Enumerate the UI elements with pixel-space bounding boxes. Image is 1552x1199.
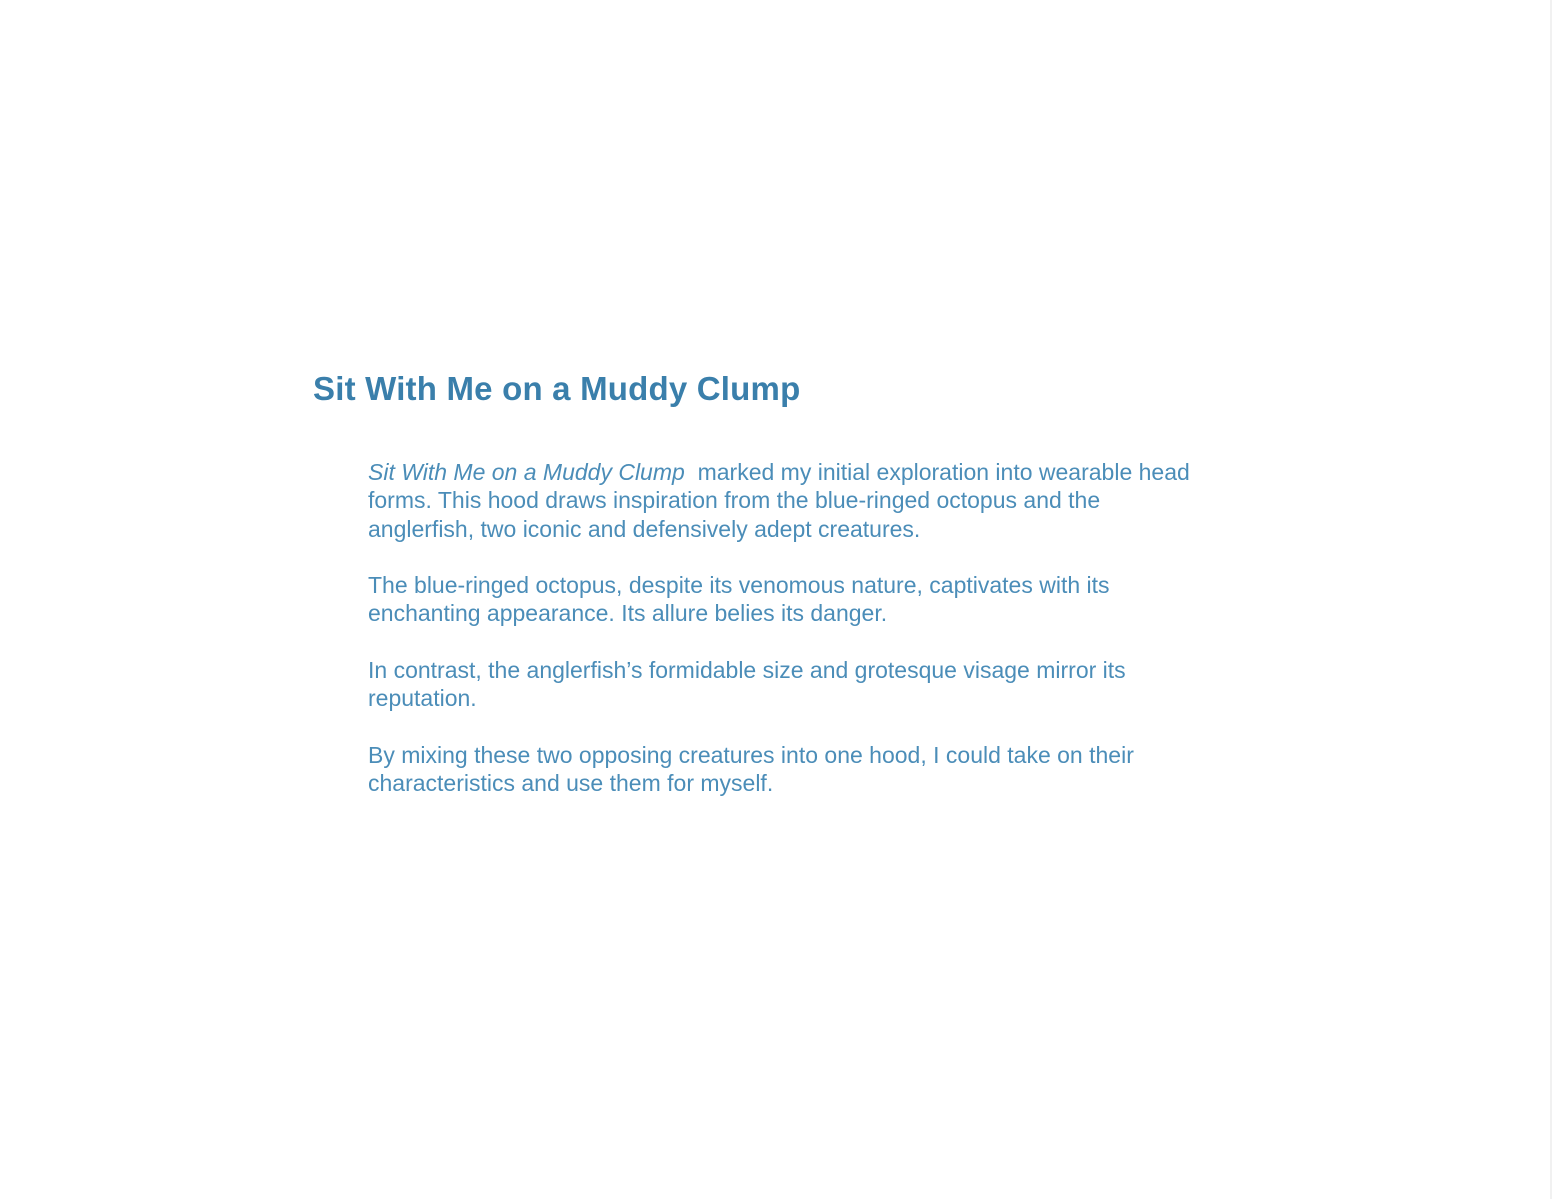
paragraph-octopus: The blue-ringed octopus, despite its venomous nature, captivates with its enchanting appearance. Its allure belies its danger. (368, 572, 1110, 627)
work-title: Sit With Me on a Muddy Clump (368, 459, 685, 485)
page-title: Sit With Me on a Muddy Clump (313, 370, 801, 407)
body-text (368, 458, 1198, 798)
paragraph-intro-text: marked my initial exploration into wearable head forms. This hood draws inspiration from the blue-ringed octopus and the anglerfish, two iconic and defensively adept creatures. (368, 459, 1190, 542)
paragraph-intro (368, 458, 1198, 543)
paragraph-anglerfish: In contrast, the anglerfish’s formidable size and grotesque visage mirror its reputation. (368, 657, 1126, 712)
paragraph-conclusion: By mixing these two opposing creatures into one hood, I could take on their characteristics and use them for myself. (368, 741, 1134, 797)
